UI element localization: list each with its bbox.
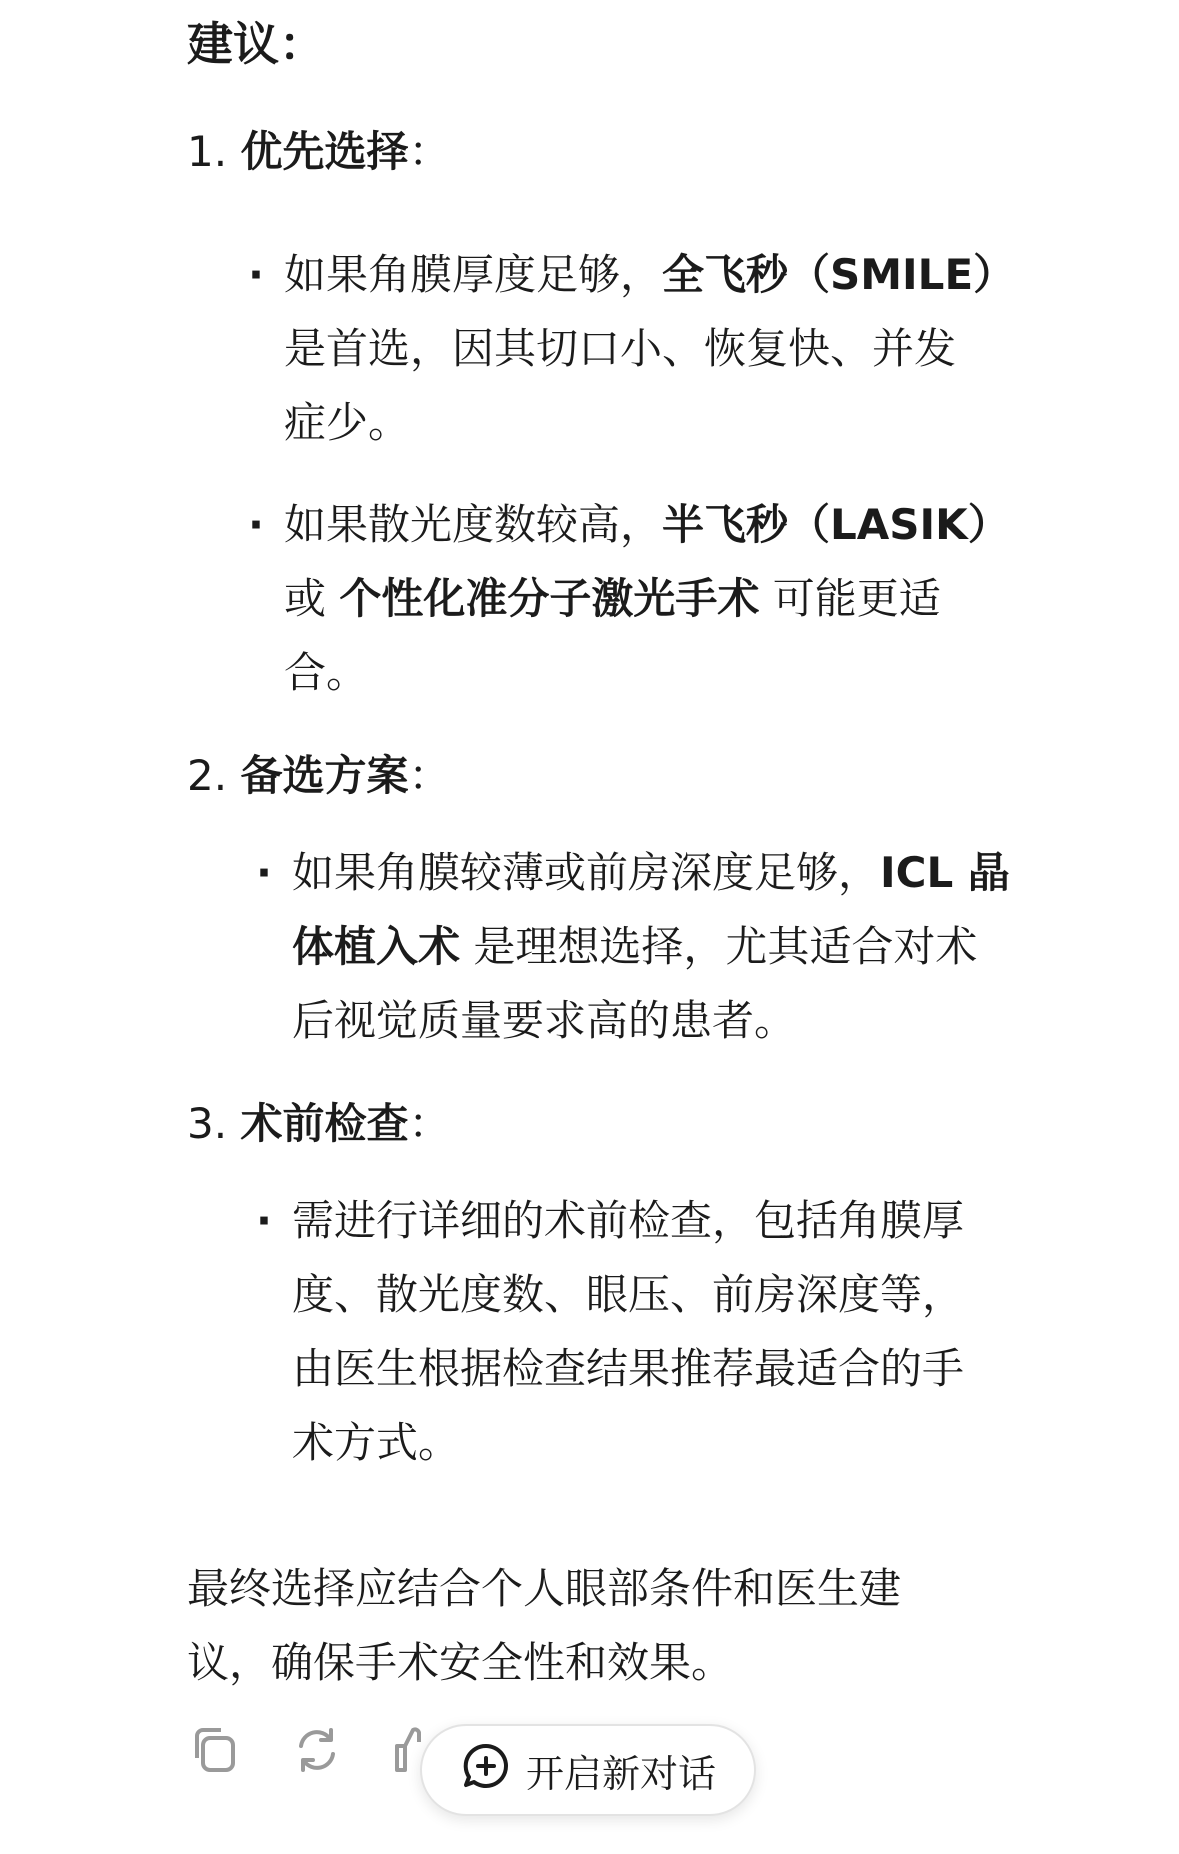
section-1-title: 1. 优先选择： — [187, 127, 451, 176]
list-item — [256, 1184, 1132, 1480]
section-number: 3. — [187, 1099, 228, 1148]
bullet-dot: · — [248, 500, 264, 549]
bullet-dot: · — [248, 250, 264, 299]
section-title: 优先选择 — [240, 127, 409, 176]
list-item-text: 需进行详细的术前检查，包括角膜厚 度、散光度数、眼压、前房深度等， 由医生根据检查结果推荐最适合的手 术方式。 — [292, 1196, 965, 1467]
chat-plus-icon — [460, 1740, 512, 1801]
conclusion-line-1: 最终选择应结合个人眼部条件和医生建 — [187, 1564, 902, 1613]
bullet-dot: · — [256, 1196, 272, 1245]
list-item — [248, 238, 1124, 460]
copy-icon[interactable] — [187, 1722, 243, 1778]
new-chat-button[interactable] — [420, 1724, 756, 1816]
section-heading: 建议： — [187, 17, 325, 71]
section-number: 2. — [187, 751, 228, 800]
list-item-text: 如果角膜较薄或前房深度足够，ICL 晶 体植入术 是理想选择，尤其适合对术 后视觉质量要求高的患者。 — [292, 848, 1010, 1045]
conclusion-line-2: 议，确保手术安全性和效果。 — [187, 1638, 734, 1687]
refresh-icon[interactable] — [289, 1722, 345, 1778]
bullet-dot: · — [256, 848, 272, 897]
list-item-text: 如果角膜厚度足够，全飞秒（SMILE） 是首选，因其切口小、恢复快、并发 症少。 — [284, 250, 1016, 447]
list-item-text: 如果散光度数较高，半飞秒（LASIK） 或 个性化准分子激光手术 可能更适 合。 — [284, 500, 1010, 697]
section-title: 备选方案 — [240, 751, 409, 800]
list-item — [248, 488, 1124, 710]
section-title: 术前检查 — [240, 1099, 409, 1148]
section-number: 1. — [187, 127, 228, 176]
conclusion-paragraph — [187, 1552, 1067, 1700]
new-chat-label: 开启新对话 — [525, 1751, 716, 1796]
section-2-title: 2. 备选方案： — [187, 751, 451, 800]
section-3-title: 3. 术前检查： — [187, 1099, 451, 1148]
list-item — [256, 836, 1132, 1058]
